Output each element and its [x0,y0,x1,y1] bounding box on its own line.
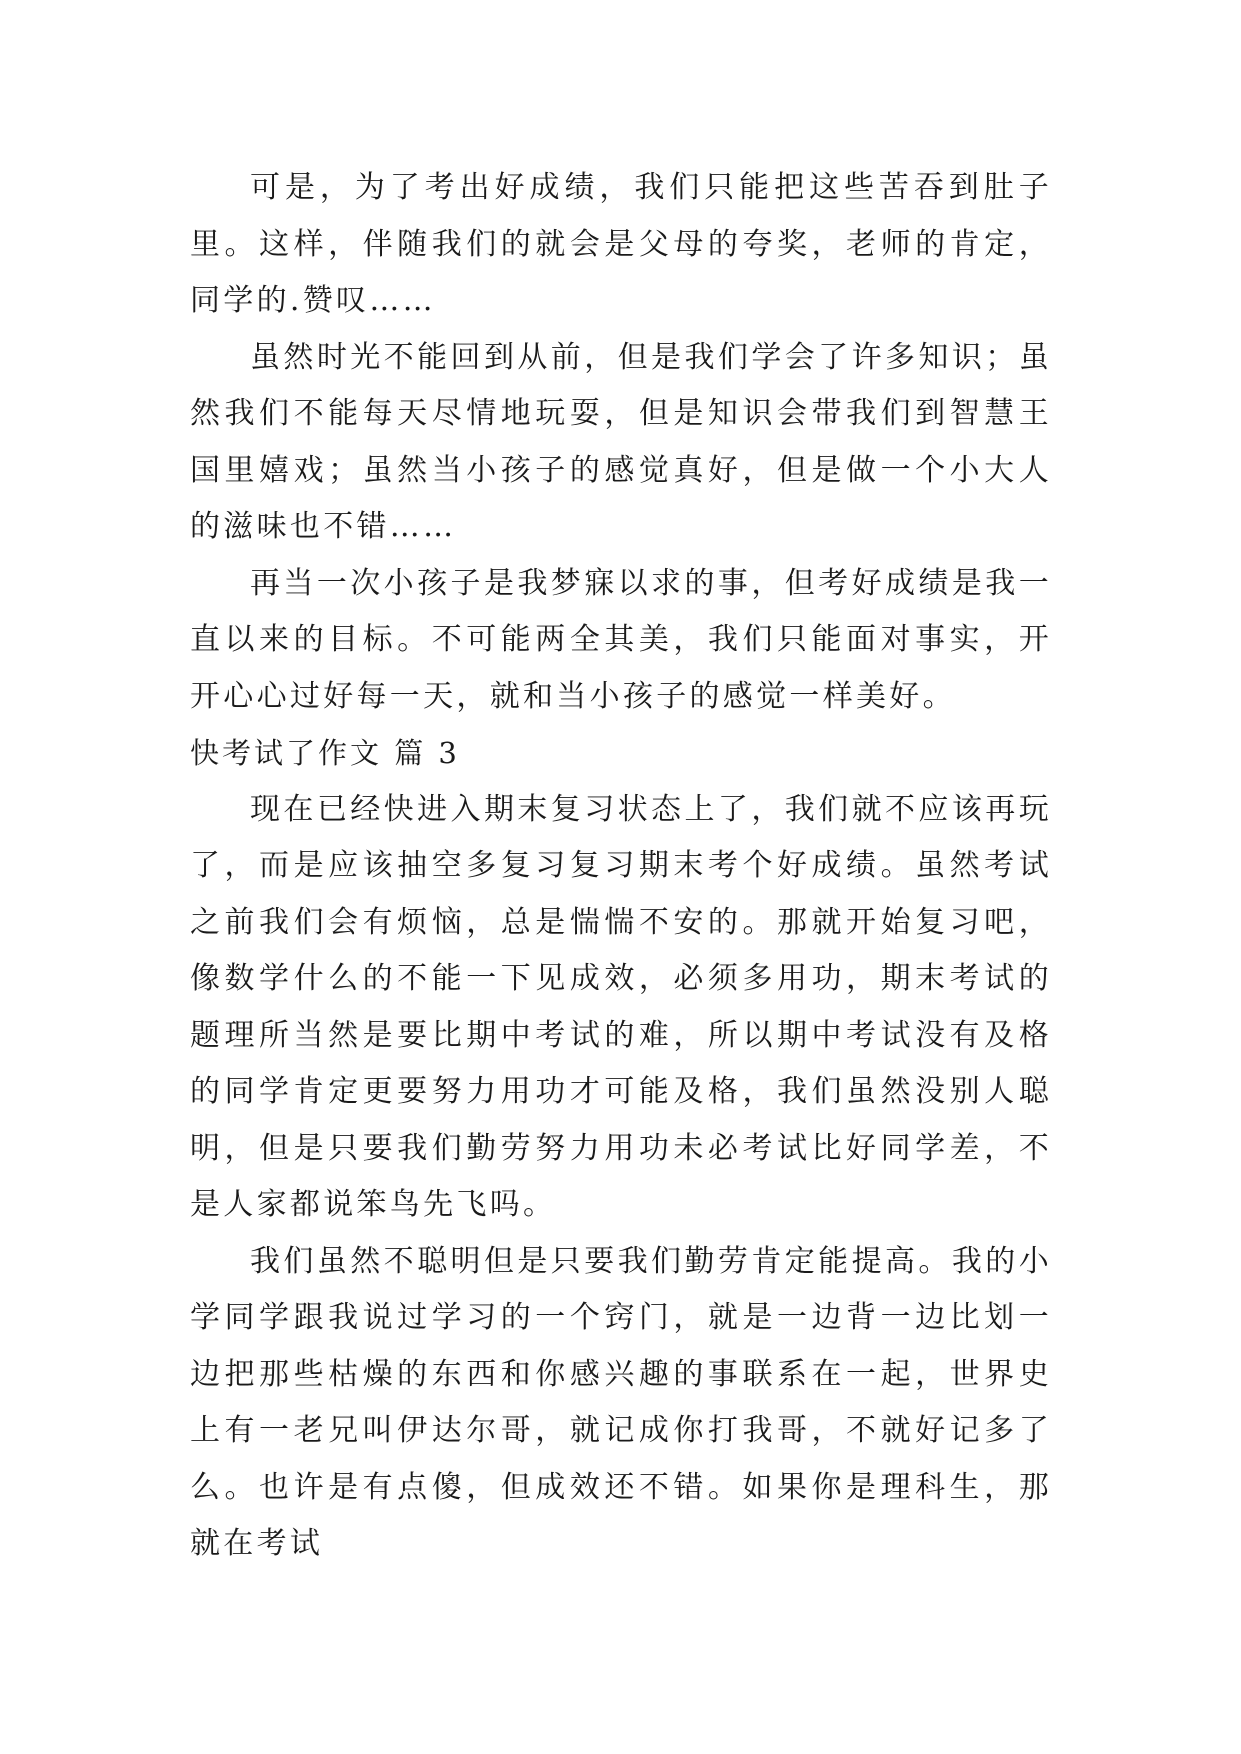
document-body [190,160,1052,1573]
paragraph-3: 再当一次小孩子是我梦寐以求的事，但考好成绩是我一直以来的目标。不可能两全其美，我们只能面对事实，开开心心过好每一天，就和当小孩子的感觉一样美好。 [190,565,1052,714]
section-paragraph-1: 现在已经快进入期末复习状态上了，我们就不应该再玩了，而是应该抽空多复习复习期末考个好成绩。虽然考试之前我们会有烦恼，总是惴惴不安的。那就开始复习吧，像数学什么的不能一下见成效，必须多用功，期末考试的题理所当然是要比期中考试的难，所以期中考试没有及格的同学肯定更要努力用功才可能及格，我们虽然没别人聪明，但是只要我们勤劳努力用功未必考试比好同学差，不是人家都说笨鸟先飞吗。 [190,791,1052,1222]
section-heading: 快考试了作文 篇 3 [190,736,460,770]
section-paragraph-2: 我们虽然不聪明但是只要我们勤劳肯定能提高。我的小学同学跟我说过学习的一个窍门，就是一边背一边比划一边把那些枯燥的东西和你感兴趣的事联系在一起，世界史上有一老兄叫伊达尔哥，就记成你打我哥，不就好记多了么。也许是有点傻，但成效还不错。如果你是理科生，那就在考试 [190,1243,1052,1561]
paragraph-2: 虽然时光不能回到从前，但是我们学会了许多知识；虽然我们不能每天尽情地玩耍，但是知识会带我们到智慧王国里嬉戏；虽然当小孩子的感觉真好，但是做一个小大人的滋味也不错…… [190,339,1052,544]
paragraph-1: 可是，为了考出好成绩，我们只能把这些苦吞到肚子里。这样，伴随我们的就会是父母的夸奖，老师的肯定，同学的.赞叹…… [190,170,1052,318]
